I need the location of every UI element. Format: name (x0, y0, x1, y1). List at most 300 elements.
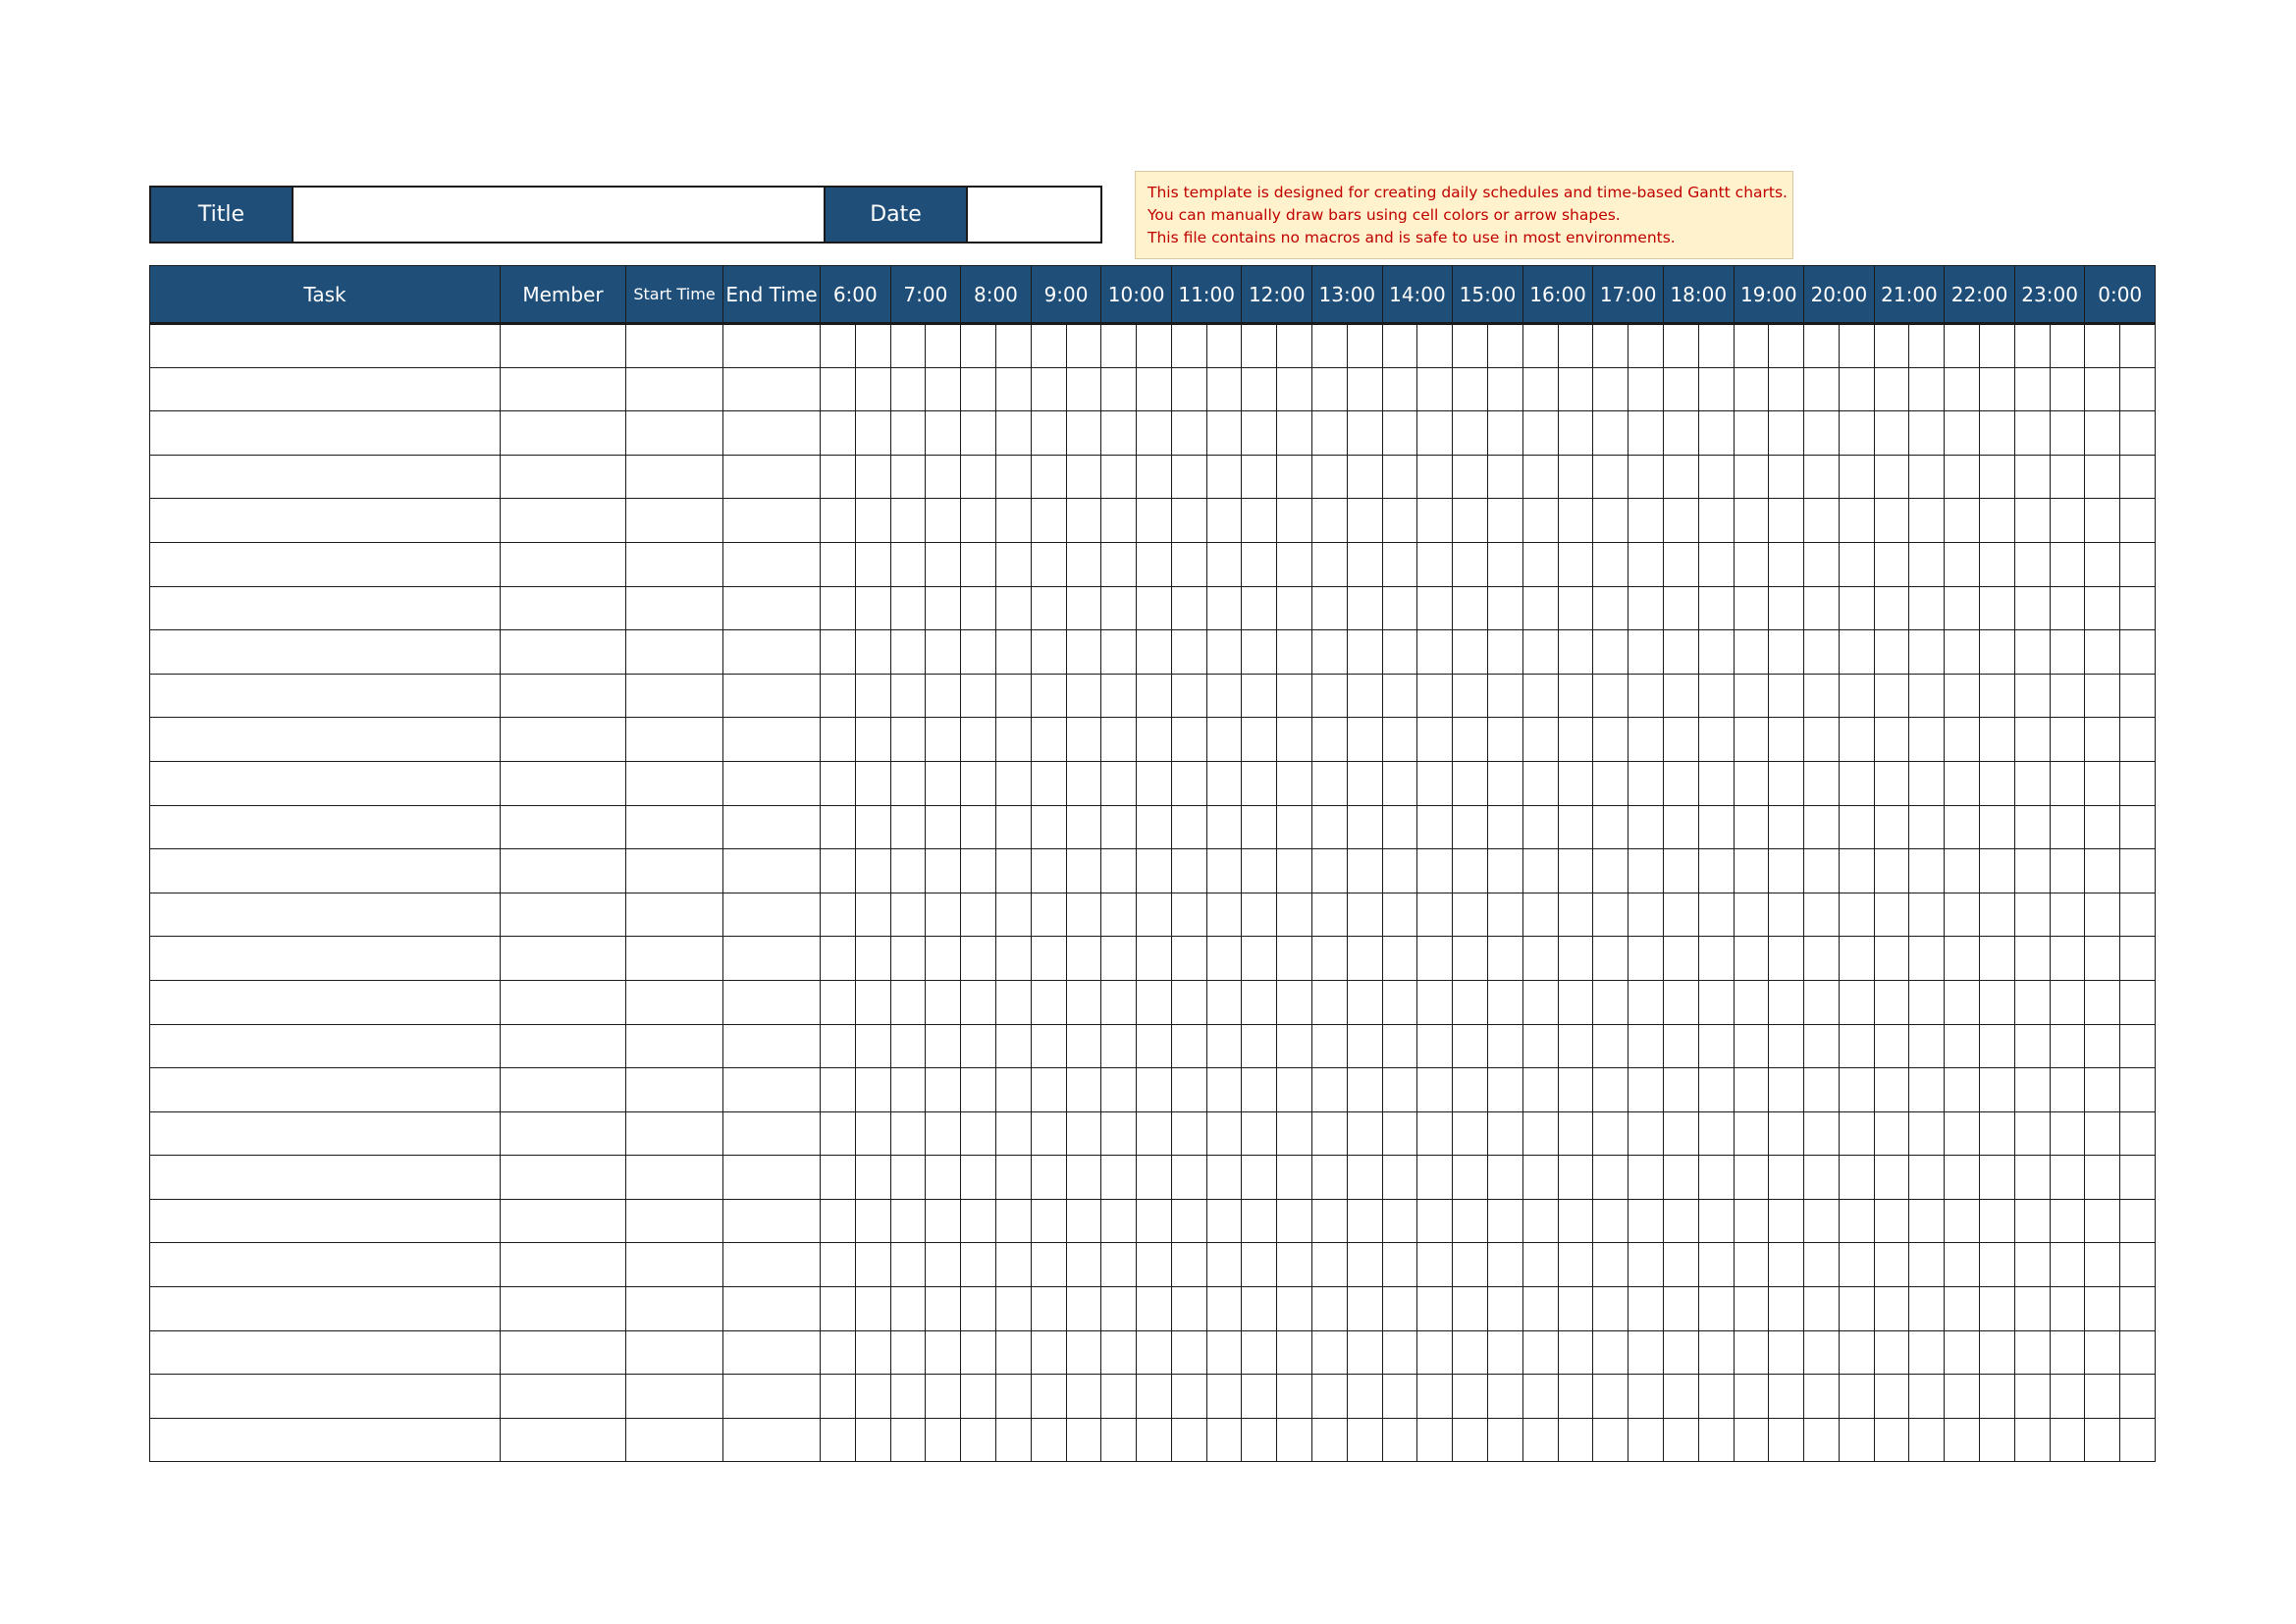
time-slot-cell[interactable] (1593, 1024, 1629, 1068)
time-slot-cell[interactable] (1101, 980, 1137, 1024)
time-slot-cell[interactable] (821, 718, 856, 762)
time-slot-cell[interactable] (2050, 937, 2085, 981)
time-slot-cell[interactable] (1629, 1418, 1664, 1462)
task-cell[interactable] (150, 630, 501, 675)
time-slot-cell[interactable] (2085, 718, 2120, 762)
time-slot-cell[interactable] (926, 630, 961, 675)
time-slot-cell[interactable] (995, 367, 1031, 411)
time-slot-cell[interactable] (1347, 1199, 1382, 1243)
time-slot-cell[interactable] (1487, 1111, 1522, 1156)
time-slot-cell[interactable] (961, 849, 996, 893)
time-slot-cell[interactable] (1171, 367, 1206, 411)
time-slot-cell[interactable] (1101, 499, 1137, 543)
time-slot-cell[interactable] (821, 849, 856, 893)
time-slot-cell[interactable] (1980, 1156, 2015, 1200)
member-cell[interactable] (501, 1330, 626, 1375)
time-slot-cell[interactable] (855, 1024, 890, 1068)
time-slot-cell[interactable] (1804, 980, 1840, 1024)
time-slot-cell[interactable] (1206, 499, 1242, 543)
task-cell[interactable] (150, 849, 501, 893)
time-slot-cell[interactable] (1522, 674, 1558, 718)
time-slot-cell[interactable] (1522, 718, 1558, 762)
time-slot-cell[interactable] (1242, 805, 1277, 849)
time-slot-cell[interactable] (926, 542, 961, 586)
time-slot-cell[interactable] (1277, 1243, 1312, 1287)
time-slot-cell[interactable] (1522, 630, 1558, 675)
time-slot-cell[interactable] (2050, 718, 2085, 762)
time-slot-cell[interactable] (2120, 586, 2156, 630)
time-slot-cell[interactable] (1839, 586, 1874, 630)
end-time-cell[interactable] (723, 1068, 821, 1112)
time-slot-cell[interactable] (1839, 1287, 1874, 1331)
time-slot-cell[interactable] (855, 761, 890, 805)
time-slot-cell[interactable] (2085, 586, 2120, 630)
time-slot-cell[interactable] (1453, 1024, 1488, 1068)
time-slot-cell[interactable] (1417, 980, 1453, 1024)
time-slot-cell[interactable] (1980, 1243, 2015, 1287)
time-slot-cell[interactable] (1453, 1111, 1488, 1156)
time-slot-cell[interactable] (1945, 630, 1980, 675)
time-slot-cell[interactable] (1031, 1068, 1066, 1112)
task-cell[interactable] (150, 455, 501, 499)
time-slot-cell[interactable] (1453, 674, 1488, 718)
time-slot-cell[interactable] (1382, 586, 1417, 630)
time-slot-cell[interactable] (1031, 718, 1066, 762)
time-slot-cell[interactable] (1206, 586, 1242, 630)
time-slot-cell[interactable] (821, 455, 856, 499)
time-slot-cell[interactable] (1945, 499, 1980, 543)
time-slot-cell[interactable] (1312, 1024, 1348, 1068)
time-slot-cell[interactable] (1804, 1243, 1840, 1287)
end-time-cell[interactable] (723, 980, 821, 1024)
time-slot-cell[interactable] (1171, 893, 1206, 937)
time-slot-cell[interactable] (2050, 1068, 2085, 1112)
time-slot-cell[interactable] (1101, 542, 1137, 586)
time-slot-cell[interactable] (1909, 1111, 1945, 1156)
time-slot-cell[interactable] (1417, 1330, 1453, 1375)
time-slot-cell[interactable] (2014, 1111, 2050, 1156)
time-slot-cell[interactable] (1453, 1330, 1488, 1375)
time-slot-cell[interactable] (1347, 937, 1382, 981)
time-slot-cell[interactable] (1698, 980, 1734, 1024)
time-slot-cell[interactable] (1804, 893, 1840, 937)
time-slot-cell[interactable] (926, 1243, 961, 1287)
time-slot-cell[interactable] (1277, 1418, 1312, 1462)
time-slot-cell[interactable] (855, 1068, 890, 1112)
time-slot-cell[interactable] (890, 411, 926, 456)
time-slot-cell[interactable] (2085, 980, 2120, 1024)
time-slot-cell[interactable] (1663, 1243, 1698, 1287)
time-slot-cell[interactable] (1206, 367, 1242, 411)
time-slot-cell[interactable] (855, 849, 890, 893)
time-slot-cell[interactable] (1382, 849, 1417, 893)
time-slot-cell[interactable] (1945, 1111, 1980, 1156)
time-slot-cell[interactable] (1101, 849, 1137, 893)
time-slot-cell[interactable] (1945, 1330, 1980, 1375)
time-slot-cell[interactable] (1453, 718, 1488, 762)
time-slot-cell[interactable] (1171, 1287, 1206, 1331)
time-slot-cell[interactable] (1804, 1199, 1840, 1243)
time-slot-cell[interactable] (961, 1287, 996, 1331)
end-time-cell[interactable] (723, 718, 821, 762)
time-slot-cell[interactable] (1487, 674, 1522, 718)
time-slot-cell[interactable] (995, 849, 1031, 893)
time-slot-cell[interactable] (1312, 674, 1348, 718)
time-slot-cell[interactable] (1101, 1068, 1137, 1112)
time-slot-cell[interactable] (1347, 893, 1382, 937)
time-slot-cell[interactable] (1804, 1156, 1840, 1200)
time-slot-cell[interactable] (1277, 1156, 1312, 1200)
time-slot-cell[interactable] (1663, 411, 1698, 456)
time-slot-cell[interactable] (821, 1243, 856, 1287)
time-slot-cell[interactable] (2085, 630, 2120, 675)
time-slot-cell[interactable] (1874, 718, 1909, 762)
time-slot-cell[interactable] (1629, 630, 1664, 675)
time-slot-cell[interactable] (1206, 1418, 1242, 1462)
time-slot-cell[interactable] (1277, 1330, 1312, 1375)
time-slot-cell[interactable] (1663, 542, 1698, 586)
start-time-cell[interactable] (626, 586, 723, 630)
end-time-cell[interactable] (723, 1199, 821, 1243)
time-slot-cell[interactable] (1698, 1068, 1734, 1112)
time-slot-cell[interactable] (1769, 937, 1804, 981)
time-slot-cell[interactable] (821, 630, 856, 675)
time-slot-cell[interactable] (1909, 1418, 1945, 1462)
time-slot-cell[interactable] (1593, 1418, 1629, 1462)
time-slot-cell[interactable] (1874, 980, 1909, 1024)
time-slot-cell[interactable] (1593, 1330, 1629, 1375)
task-cell[interactable] (150, 718, 501, 762)
task-cell[interactable] (150, 1068, 501, 1112)
start-time-cell[interactable] (626, 1375, 723, 1419)
time-slot-cell[interactable] (1769, 893, 1804, 937)
time-slot-cell[interactable] (821, 1418, 856, 1462)
time-slot-cell[interactable] (1945, 1418, 1980, 1462)
time-slot-cell[interactable] (1734, 1199, 1769, 1243)
time-slot-cell[interactable] (1487, 1330, 1522, 1375)
time-slot-cell[interactable] (1382, 1243, 1417, 1287)
time-slot-cell[interactable] (1980, 1199, 2015, 1243)
time-slot-cell[interactable] (1874, 849, 1909, 893)
time-slot-cell[interactable] (1066, 455, 1101, 499)
time-slot-cell[interactable] (1101, 367, 1137, 411)
time-slot-cell[interactable] (890, 1287, 926, 1331)
time-slot-cell[interactable] (2014, 1287, 2050, 1331)
time-slot-cell[interactable] (926, 367, 961, 411)
time-slot-cell[interactable] (1909, 980, 1945, 1024)
time-slot-cell[interactable] (1347, 1156, 1382, 1200)
task-cell[interactable] (150, 411, 501, 456)
time-slot-cell[interactable] (1137, 1418, 1172, 1462)
time-slot-cell[interactable] (1277, 937, 1312, 981)
time-slot-cell[interactable] (1382, 1287, 1417, 1331)
time-slot-cell[interactable] (1663, 324, 1698, 368)
time-slot-cell[interactable] (1066, 324, 1101, 368)
time-slot-cell[interactable] (1769, 586, 1804, 630)
time-slot-cell[interactable] (1804, 761, 1840, 805)
time-slot-cell[interactable] (1734, 586, 1769, 630)
time-slot-cell[interactable] (961, 586, 996, 630)
time-slot-cell[interactable] (2085, 411, 2120, 456)
end-time-cell[interactable] (723, 849, 821, 893)
time-slot-cell[interactable] (1945, 542, 1980, 586)
member-cell[interactable] (501, 761, 626, 805)
time-slot-cell[interactable] (1453, 455, 1488, 499)
time-slot-cell[interactable] (1593, 1287, 1629, 1331)
time-slot-cell[interactable] (821, 1068, 856, 1112)
start-time-cell[interactable] (626, 324, 723, 368)
time-slot-cell[interactable] (1874, 499, 1909, 543)
time-slot-cell[interactable] (1347, 367, 1382, 411)
time-slot-cell[interactable] (1242, 849, 1277, 893)
time-slot-cell[interactable] (821, 411, 856, 456)
time-slot-cell[interactable] (1945, 1068, 1980, 1112)
time-slot-cell[interactable] (1734, 1287, 1769, 1331)
time-slot-cell[interactable] (1769, 1024, 1804, 1068)
time-slot-cell[interactable] (1839, 1068, 1874, 1112)
time-slot-cell[interactable] (1417, 1375, 1453, 1419)
time-slot-cell[interactable] (1417, 937, 1453, 981)
time-slot-cell[interactable] (1663, 761, 1698, 805)
time-slot-cell[interactable] (821, 542, 856, 586)
time-slot-cell[interactable] (1804, 1375, 1840, 1419)
time-slot-cell[interactable] (1277, 367, 1312, 411)
time-slot-cell[interactable] (1347, 411, 1382, 456)
time-slot-cell[interactable] (1839, 805, 1874, 849)
time-slot-cell[interactable] (1945, 411, 1980, 456)
time-slot-cell[interactable] (2085, 1375, 2120, 1419)
time-slot-cell[interactable] (1453, 630, 1488, 675)
time-slot-cell[interactable] (1242, 586, 1277, 630)
time-slot-cell[interactable] (1417, 761, 1453, 805)
start-time-cell[interactable] (626, 1111, 723, 1156)
time-slot-cell[interactable] (1382, 455, 1417, 499)
time-slot-cell[interactable] (855, 411, 890, 456)
time-slot-cell[interactable] (2120, 1199, 2156, 1243)
time-slot-cell[interactable] (1909, 1375, 1945, 1419)
time-slot-cell[interactable] (1558, 674, 1593, 718)
time-slot-cell[interactable] (2050, 367, 2085, 411)
time-slot-cell[interactable] (995, 411, 1031, 456)
time-slot-cell[interactable] (1593, 893, 1629, 937)
time-slot-cell[interactable] (2014, 455, 2050, 499)
time-slot-cell[interactable] (1206, 1111, 1242, 1156)
time-slot-cell[interactable] (926, 324, 961, 368)
time-slot-cell[interactable] (1980, 805, 2015, 849)
time-slot-cell[interactable] (1277, 586, 1312, 630)
time-slot-cell[interactable] (1171, 499, 1206, 543)
time-slot-cell[interactable] (1522, 586, 1558, 630)
time-slot-cell[interactable] (1417, 893, 1453, 937)
time-slot-cell[interactable] (2120, 1330, 2156, 1375)
time-slot-cell[interactable] (1593, 718, 1629, 762)
time-slot-cell[interactable] (995, 499, 1031, 543)
time-slot-cell[interactable] (1171, 1156, 1206, 1200)
time-slot-cell[interactable] (1945, 805, 1980, 849)
time-slot-cell[interactable] (995, 1375, 1031, 1419)
time-slot-cell[interactable] (926, 1156, 961, 1200)
time-slot-cell[interactable] (1522, 1330, 1558, 1375)
member-cell[interactable] (501, 1024, 626, 1068)
time-slot-cell[interactable] (1453, 849, 1488, 893)
time-slot-cell[interactable] (2120, 718, 2156, 762)
time-slot-cell[interactable] (995, 1156, 1031, 1200)
start-time-cell[interactable] (626, 1199, 723, 1243)
time-slot-cell[interactable] (1487, 499, 1522, 543)
time-slot-cell[interactable] (961, 455, 996, 499)
time-slot-cell[interactable] (890, 324, 926, 368)
time-slot-cell[interactable] (926, 718, 961, 762)
time-slot-cell[interactable] (1312, 849, 1348, 893)
time-slot-cell[interactable] (995, 630, 1031, 675)
time-slot-cell[interactable] (1417, 1156, 1453, 1200)
time-slot-cell[interactable] (926, 1375, 961, 1419)
time-slot-cell[interactable] (1382, 893, 1417, 937)
time-slot-cell[interactable] (1698, 1287, 1734, 1331)
time-slot-cell[interactable] (1066, 1418, 1101, 1462)
time-slot-cell[interactable] (890, 1024, 926, 1068)
time-slot-cell[interactable] (961, 367, 996, 411)
time-slot-cell[interactable] (1593, 1156, 1629, 1200)
time-slot-cell[interactable] (2120, 849, 2156, 893)
time-slot-cell[interactable] (926, 586, 961, 630)
time-slot-cell[interactable] (2014, 761, 2050, 805)
time-slot-cell[interactable] (1487, 761, 1522, 805)
time-slot-cell[interactable] (1312, 324, 1348, 368)
start-time-cell[interactable] (626, 674, 723, 718)
time-slot-cell[interactable] (1629, 1330, 1664, 1375)
time-slot-cell[interactable] (2120, 1068, 2156, 1112)
time-slot-cell[interactable] (2120, 1111, 2156, 1156)
time-slot-cell[interactable] (821, 893, 856, 937)
time-slot-cell[interactable] (2120, 324, 2156, 368)
time-slot-cell[interactable] (961, 674, 996, 718)
time-slot-cell[interactable] (1031, 630, 1066, 675)
time-slot-cell[interactable] (1558, 937, 1593, 981)
time-slot-cell[interactable] (1804, 499, 1840, 543)
time-slot-cell[interactable] (1277, 1199, 1312, 1243)
time-slot-cell[interactable] (1171, 761, 1206, 805)
time-slot-cell[interactable] (1206, 1287, 1242, 1331)
time-slot-cell[interactable] (1242, 630, 1277, 675)
time-slot-cell[interactable] (1137, 674, 1172, 718)
member-cell[interactable] (501, 630, 626, 675)
time-slot-cell[interactable] (1066, 1243, 1101, 1287)
time-slot-cell[interactable] (1769, 1330, 1804, 1375)
time-slot-cell[interactable] (1242, 980, 1277, 1024)
time-slot-cell[interactable] (1487, 1287, 1522, 1331)
time-slot-cell[interactable] (1242, 761, 1277, 805)
time-slot-cell[interactable] (1347, 455, 1382, 499)
time-slot-cell[interactable] (1698, 1418, 1734, 1462)
time-slot-cell[interactable] (2085, 1024, 2120, 1068)
time-slot-cell[interactable] (1558, 411, 1593, 456)
time-slot-cell[interactable] (1137, 499, 1172, 543)
time-slot-cell[interactable] (2050, 542, 2085, 586)
time-slot-cell[interactable] (1804, 367, 1840, 411)
time-slot-cell[interactable] (1066, 937, 1101, 981)
time-slot-cell[interactable] (1663, 367, 1698, 411)
time-slot-cell[interactable] (1031, 761, 1066, 805)
start-time-cell[interactable] (626, 1418, 723, 1462)
time-slot-cell[interactable] (1593, 324, 1629, 368)
task-cell[interactable] (150, 542, 501, 586)
time-slot-cell[interactable] (1663, 1156, 1698, 1200)
time-slot-cell[interactable] (1101, 1418, 1137, 1462)
time-slot-cell[interactable] (1839, 1330, 1874, 1375)
time-slot-cell[interactable] (1909, 1068, 1945, 1112)
time-slot-cell[interactable] (1874, 761, 1909, 805)
start-time-cell[interactable] (626, 1287, 723, 1331)
task-cell[interactable] (150, 586, 501, 630)
time-slot-cell[interactable] (1242, 937, 1277, 981)
time-slot-cell[interactable] (2085, 1199, 2120, 1243)
time-slot-cell[interactable] (1417, 586, 1453, 630)
time-slot-cell[interactable] (1663, 805, 1698, 849)
time-slot-cell[interactable] (821, 1375, 856, 1419)
time-slot-cell[interactable] (2085, 1156, 2120, 1200)
time-slot-cell[interactable] (2120, 893, 2156, 937)
time-slot-cell[interactable] (1629, 455, 1664, 499)
time-slot-cell[interactable] (1629, 411, 1664, 456)
time-slot-cell[interactable] (2085, 455, 2120, 499)
time-slot-cell[interactable] (1242, 1156, 1277, 1200)
time-slot-cell[interactable] (2085, 1068, 2120, 1112)
time-slot-cell[interactable] (1945, 1199, 1980, 1243)
time-slot-cell[interactable] (1206, 674, 1242, 718)
time-slot-cell[interactable] (1031, 937, 1066, 981)
time-slot-cell[interactable] (1453, 1418, 1488, 1462)
time-slot-cell[interactable] (2050, 586, 2085, 630)
time-slot-cell[interactable] (2014, 1418, 2050, 1462)
time-slot-cell[interactable] (1347, 1068, 1382, 1112)
time-slot-cell[interactable] (1909, 1156, 1945, 1200)
time-slot-cell[interactable] (961, 718, 996, 762)
time-slot-cell[interactable] (2014, 1243, 2050, 1287)
member-cell[interactable] (501, 324, 626, 368)
time-slot-cell[interactable] (1593, 586, 1629, 630)
time-slot-cell[interactable] (961, 1024, 996, 1068)
time-slot-cell[interactable] (1734, 893, 1769, 937)
time-slot-cell[interactable] (1909, 1243, 1945, 1287)
time-slot-cell[interactable] (1031, 411, 1066, 456)
time-slot-cell[interactable] (1874, 586, 1909, 630)
end-time-cell[interactable] (723, 1287, 821, 1331)
time-slot-cell[interactable] (961, 1156, 996, 1200)
time-slot-cell[interactable] (1839, 630, 1874, 675)
time-slot-cell[interactable] (1031, 1330, 1066, 1375)
time-slot-cell[interactable] (1312, 1243, 1348, 1287)
time-slot-cell[interactable] (2014, 542, 2050, 586)
time-slot-cell[interactable] (1980, 849, 2015, 893)
time-slot-cell[interactable] (2050, 1024, 2085, 1068)
time-slot-cell[interactable] (1629, 849, 1664, 893)
time-slot-cell[interactable] (1945, 718, 1980, 762)
end-time-cell[interactable] (723, 761, 821, 805)
time-slot-cell[interactable] (2050, 1156, 2085, 1200)
time-slot-cell[interactable] (1734, 980, 1769, 1024)
time-slot-cell[interactable] (855, 586, 890, 630)
time-slot-cell[interactable] (1101, 324, 1137, 368)
time-slot-cell[interactable] (1312, 586, 1348, 630)
time-slot-cell[interactable] (1945, 893, 1980, 937)
end-time-cell[interactable] (723, 455, 821, 499)
time-slot-cell[interactable] (1101, 411, 1137, 456)
time-slot-cell[interactable] (2050, 455, 2085, 499)
time-slot-cell[interactable] (890, 1418, 926, 1462)
time-slot-cell[interactable] (961, 542, 996, 586)
time-slot-cell[interactable] (855, 893, 890, 937)
